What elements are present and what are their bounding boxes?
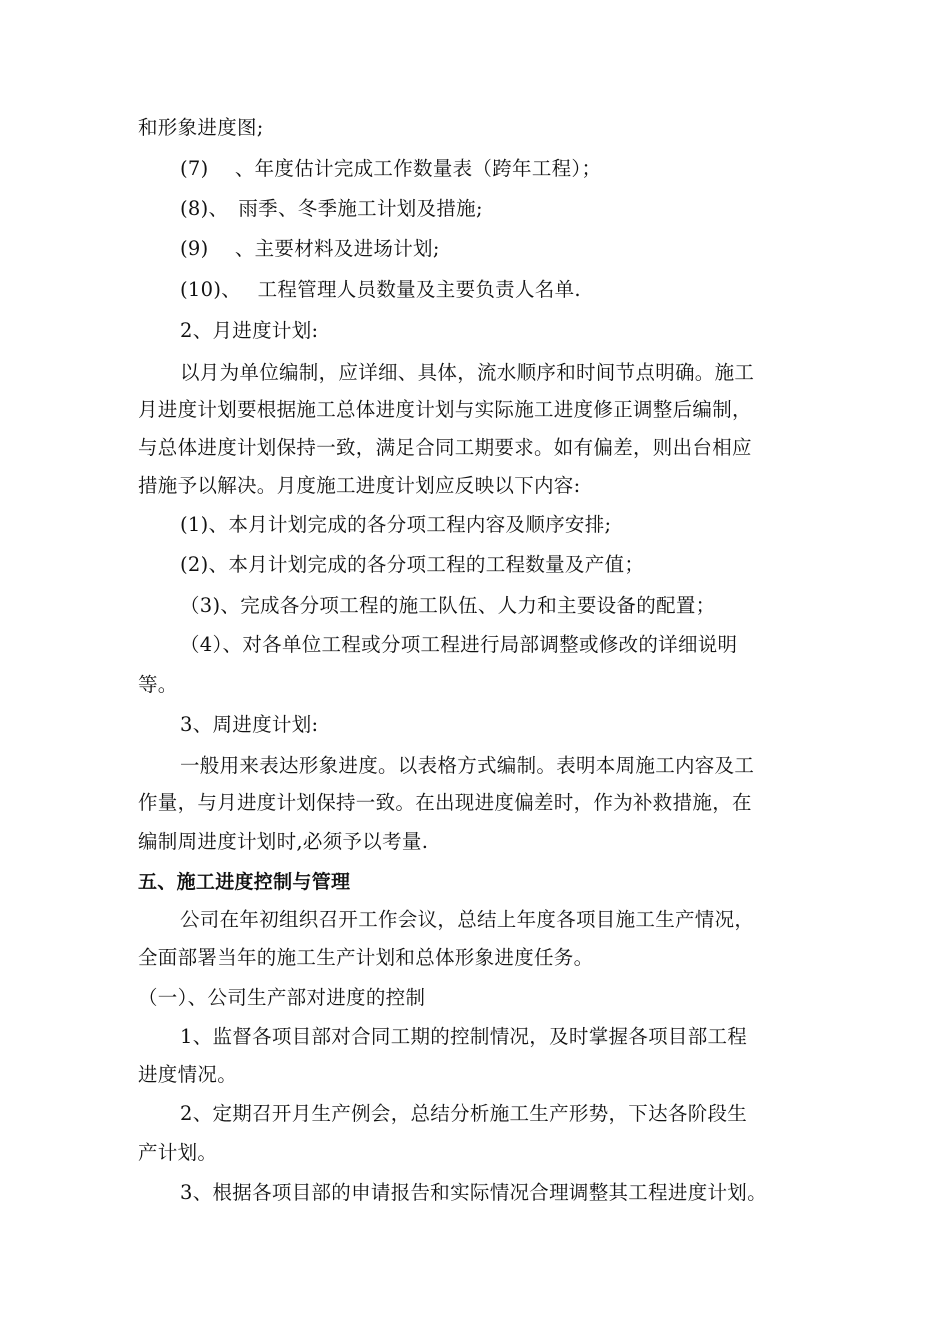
paragraph-line: 全面部署当年的施工生产计划和总体形象进度任务。 [138, 946, 594, 969]
text-line: 和形象进度图; [138, 116, 264, 139]
list-item: (10)、 工程管理人员数量及主要负责人名单. [180, 278, 581, 301]
list-item: （3)、完成各分项工程的施工队伍、人力和主要设备的配置； [180, 594, 716, 617]
list-item: (7) 、年度估计完成工作数量表（跨年工程）； [180, 157, 602, 180]
paragraph-line: 进度情况。 [138, 1063, 238, 1086]
paragraph-line: 公司在年初组织召开工作会议，总结上年度各项目施工生产情况， [180, 908, 755, 931]
paragraph-line: 产计划。 [138, 1141, 218, 1164]
paragraph-line: 编制周进度计划时,必须予以考量. [138, 830, 429, 853]
paragraph-line: 作量，与月进度计划保持一致。在出现进度偏差时，作为补救措施，在 [138, 791, 752, 814]
subsection-heading: （一）、公司生产部对进度的控制 [138, 986, 426, 1009]
list-item: (2)、本月计划完成的各分项工程的工程数量及产值； [180, 553, 645, 576]
paragraph-line: 等。 [138, 673, 178, 696]
list-item: (1)、本月计划完成的各分项工程内容及顺序安排; [180, 513, 612, 536]
subheading: 3、周进度计划: [180, 713, 319, 736]
subheading: 2、月进度计划: [180, 319, 319, 342]
section-heading: 五、施工进度控制与管理 [138, 871, 351, 893]
paragraph-line: 一般用来表达形象进度。以表格方式编制。表明本周施工内容及工 [180, 754, 755, 777]
paragraph-line: 措施予以解决。月度施工进度计划应反映以下内容: [138, 474, 581, 497]
list-item: (9) 、主要材料及进场计划; [180, 237, 440, 260]
list-item: (8)、 雨季、冬季施工计划及措施; [180, 197, 483, 220]
paragraph-line: 以月为单位编制，应详细、具体，流水顺序和时间节点明确。施工 [180, 361, 755, 384]
paragraph-line: 2、定期召开月生产例会，总结分析施工生产形势，下达各阶段生 [180, 1102, 748, 1125]
paragraph-line: 3、根据各项目部的申请报告和实际情况合理调整其工程进度计划。 [180, 1181, 767, 1204]
paragraph-line: 1、监督各项目部对合同工期的控制情况，及时掌握各项目部工程 [180, 1025, 748, 1048]
list-item: （4）、对各单位工程或分项工程进行局部调整或修改的详细说明 [180, 633, 738, 656]
paragraph-line: 与总体进度计划保持一致，满足合同工期要求。如有偏差，则出台相应 [138, 436, 752, 459]
paragraph-line: 月进度计划要根据施工总体进度计划与实际施工进度修正调整后编制， [138, 398, 752, 421]
